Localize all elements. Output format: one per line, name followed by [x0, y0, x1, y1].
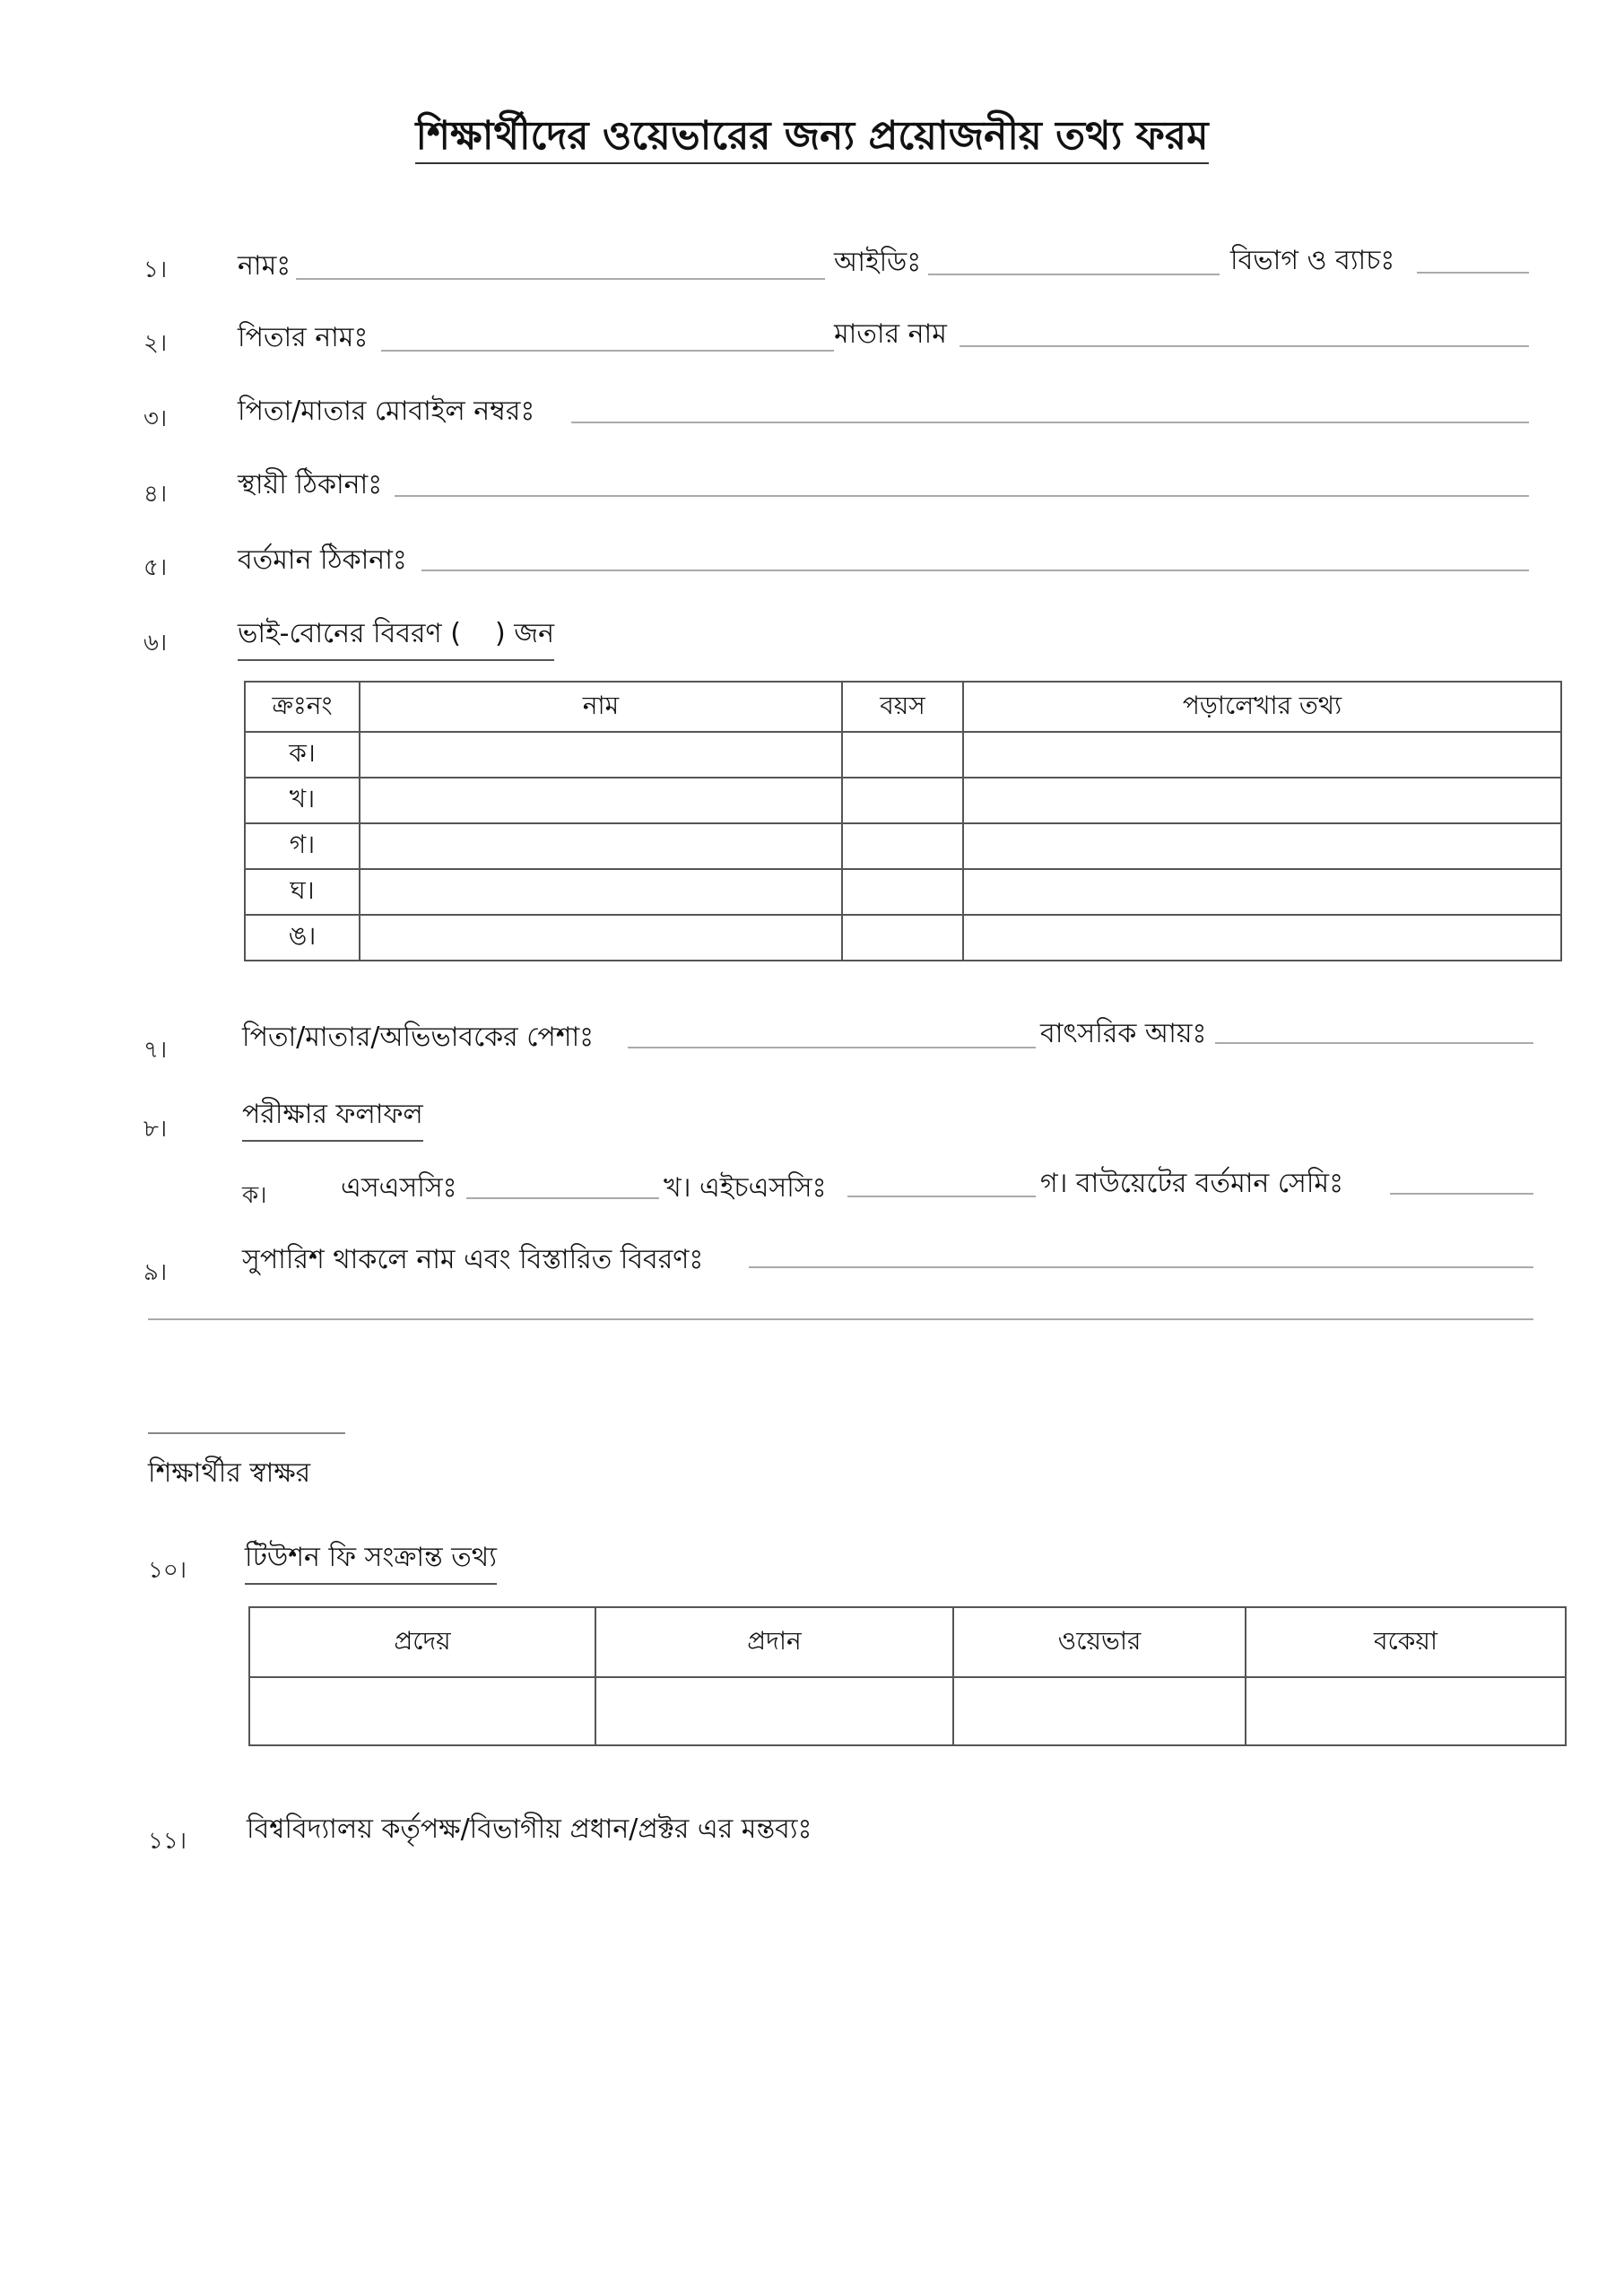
name-cell[interactable] [360, 732, 842, 778]
mobile-label: পিতা/মাতার মোবাইল নম্বরঃ [238, 396, 535, 427]
waiver-cell[interactable] [953, 1677, 1246, 1745]
table-row [245, 915, 1561, 961]
siblings-table [244, 681, 1562, 961]
age-cell[interactable] [842, 915, 963, 961]
name-label: নামঃ [238, 250, 291, 282]
column-header: বয়স [842, 682, 963, 732]
father-name-field[interactable] [381, 350, 834, 352]
tuition-fee-table [248, 1606, 1567, 1746]
father-name-label: পিতার নামঃ [238, 322, 369, 353]
serial-cell: খ। [245, 778, 360, 823]
id-label: আইডিঃ [834, 247, 922, 278]
name-cell[interactable] [360, 778, 842, 823]
authority-comment-label: বিশ্ববিদ্যালয় কর্তৃপক্ষ/বিভাগীয় প্রধান/প্রক্টর এর মন্তব্যঃ [247, 1813, 812, 1845]
occupation-field[interactable] [628, 1047, 1036, 1048]
dept-batch-label: বিভাগ ও ব্যাচঃ [1230, 245, 1395, 276]
age-cell[interactable] [842, 778, 963, 823]
dept-batch-field[interactable] [1417, 272, 1529, 274]
item-number: ৬। [143, 630, 168, 657]
education-cell[interactable] [963, 915, 1561, 961]
recommendation-field-line-2[interactable] [148, 1318, 1533, 1320]
mobile-field[interactable] [571, 422, 1529, 423]
name-field[interactable] [296, 278, 825, 280]
item-number: ৪। [143, 481, 168, 508]
present-address-label: বর্তমান ঠিকানাঃ [238, 544, 407, 576]
id-field[interactable] [928, 274, 1220, 275]
occupation-label: পিতা/মাতার/অভিভাবকের পেশাঃ [242, 1022, 595, 1053]
exam-results-label: পরীক্ষার ফলাফল [242, 1092, 423, 1142]
age-cell[interactable] [842, 869, 963, 915]
age-cell[interactable] [842, 732, 963, 778]
current-semester-field[interactable] [1390, 1193, 1533, 1195]
column-header: ক্রঃনং [245, 682, 360, 732]
item-number: ১০। [148, 1557, 187, 1584]
payable-cell[interactable] [249, 1677, 595, 1745]
recommendation-field[interactable] [749, 1266, 1533, 1268]
item-number: ১১। [148, 1828, 187, 1855]
table-row [245, 823, 1561, 869]
item-number: ৯। [143, 1259, 168, 1286]
hsc-label: খ। এইচএসসিঃ [664, 1172, 827, 1204]
education-cell[interactable] [963, 823, 1561, 869]
ssc-field[interactable] [466, 1197, 659, 1199]
student-signature-label: শিক্ষার্থীর স্বাক্ষর [148, 1457, 311, 1489]
current-semester-label: গ। বাউয়েটের বর্তমান সেমিঃ [1040, 1168, 1344, 1199]
table-header-row [245, 682, 1561, 732]
table-header-row [249, 1607, 1566, 1677]
ssc-label: এসএসসিঃ [341, 1172, 457, 1204]
tuition-info-label: টিউশন ফি সংক্রান্ত তথ্য [245, 1535, 497, 1585]
education-cell[interactable] [963, 778, 1561, 823]
item-number: ৭। [143, 1037, 168, 1064]
signature-line[interactable] [148, 1432, 345, 1434]
column-header: পড়ালেখার তথ্য [963, 682, 1561, 732]
table-row [245, 732, 1561, 778]
column-header: ওয়েভার [953, 1607, 1246, 1677]
siblings-label: ভাই-বোনের বিবরণ ( ) জন [238, 612, 554, 661]
name-cell[interactable] [360, 915, 842, 961]
hsc-field[interactable] [847, 1196, 1036, 1197]
mother-name-field[interactable] [960, 345, 1529, 347]
item-number: ২। [143, 330, 168, 357]
serial-cell: গ। [245, 823, 360, 869]
serial-cell: ঙ। [245, 915, 360, 961]
name-cell[interactable] [360, 823, 842, 869]
due-cell[interactable] [1246, 1677, 1566, 1745]
education-cell[interactable] [963, 732, 1561, 778]
present-address-field[interactable] [421, 570, 1529, 571]
paid-cell[interactable] [595, 1677, 953, 1745]
age-cell[interactable] [842, 823, 963, 869]
permanent-address-field[interactable] [395, 495, 1529, 497]
item-number: ৮। [143, 1116, 168, 1143]
column-header: বকেয়া [1246, 1607, 1566, 1677]
item-number: ৫। [143, 554, 168, 581]
sub-item-number: ক। [242, 1182, 267, 1209]
annual-income-field[interactable] [1215, 1042, 1533, 1044]
table-row [245, 778, 1561, 823]
column-header: প্রদান [595, 1607, 953, 1677]
column-header: প্রদেয় [249, 1607, 595, 1677]
serial-cell: ক। [245, 732, 360, 778]
serial-cell: ঘ। [245, 869, 360, 915]
education-cell[interactable] [963, 869, 1561, 915]
table-row [245, 869, 1561, 915]
column-header: নাম [360, 682, 842, 732]
permanent-address-label: স্থায়ী ঠিকানাঃ [238, 469, 383, 500]
mother-name-label: মাতার নাম [834, 318, 947, 350]
recommendation-label: সুপারিশ থাকলে নাম এবং বিস্তারিত বিবরণঃ [242, 1244, 704, 1275]
name-cell[interactable] [360, 869, 842, 915]
item-number: ১। [143, 257, 168, 283]
table-row [249, 1677, 1566, 1745]
page-title: শিক্ষার্থীদের ওয়েভারের জন্য প্রয়োজনীয় তথ্য ফরম [0, 106, 1624, 171]
item-number: ৩। [143, 405, 168, 432]
annual-income-label: বাৎসরিক আয়ঃ [1040, 1018, 1207, 1049]
